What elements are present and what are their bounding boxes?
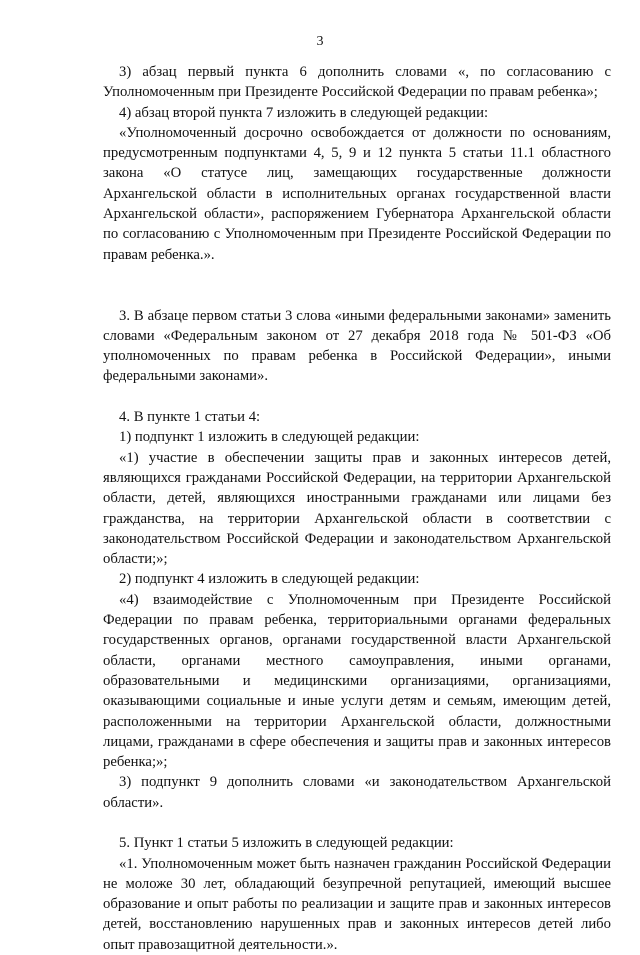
- paragraph-quote-subitem-1: «1) участие в обеспечении защиты прав и законных интересов детей, являющихся гражданами Российской Федерации, на территории Архангельской области, детей, являющихся иностранными гражданами или лицами без гражданства, на территории Архангельской области в соответствии с законодательством Российской Федерации и законодательством Архангельской области;»;: [103, 449, 611, 568]
- paragraph-gap: [103, 813, 611, 833]
- paragraph-item-3: 3) абзац первый пункта 6 дополнить словами «, по согласованию с Уполномоченным при Президенте Российской Федерации по правам ребенка»;: [103, 64, 611, 101]
- paragraph-quote-item-4: «Уполномоченный досрочно освобождается от должности по основаниям, предусмотренным подпунктами 4, 5, 9 и 12 пункта 5 статьи 11.1 областного закона «О статусе лиц, замещающих государственные должности Архангельской области в исполнительных органах государственной власти Архангельской области», распоряжением Губернатора Архангельской области по согласованию с Уполномоченным при Президенте Российской Федерации по правам ребенка.».: [103, 124, 611, 263]
- paragraph-section-4: 4. В пункте 1 статьи 4:: [119, 409, 261, 426]
- paragraph-gap: [103, 285, 611, 305]
- paragraph-section-5: 5. Пункт 1 статьи 5 изложить в следующей редакции:: [119, 835, 454, 852]
- paragraph-quote-subitem-4: «4) взаимодействие с Уполномоченным при Президенте Российской Федерации по правам ребенка, территориальными органами федеральных государственных органов, органами государственной власти Архангельской области, органами местного самоуправления, иными органами, образовательными и медицинскими организациями, организациями, оказывающими социальные и иные услуги детям и семьям, имеющим детей, расположенными на территории Архангельской области, должностными лицами, гражданами в сфере обеспечения и защиты прав и законных интересов ребенка;»;: [103, 591, 611, 771]
- paragraph-section-3: 3. В абзаце первом статьи 3 слова «иными федеральными законами» заменить словами «Федеральным законом от 27 декабря 2018 года № 501-ФЗ «Об уполномоченных по правам ребенка в Российской Федерации», иными федеральными законами».: [103, 307, 611, 385]
- paragraph-item-4: 4) абзац второй пункта 7 изложить в следующей редакции:: [119, 104, 489, 121]
- paragraph-gap: [103, 265, 611, 285]
- document-body: [103, 62, 611, 955]
- paragraph-subitem-2: 2) подпункт 4 изложить в следующей редакции:: [119, 571, 420, 588]
- paragraph-gap: [103, 387, 611, 407]
- page-number: 3: [316, 34, 324, 49]
- paragraph-quote-section-5: «1. Уполномоченным может быть назначен гражданин Российской Федерации не моложе 30 лет, обладающий безупречной репутацией, имеющий высшее образование и опыт работы по реализации и защите прав и законных интересов детей, восстановлению нарушенных прав и законных интересов детей либо опыт правозащитной деятельности.».: [103, 855, 611, 953]
- paragraph-subitem-1: 1) подпункт 1 изложить в следующей редакции:: [119, 429, 420, 446]
- paragraph-subitem-3: 3) подпункт 9 дополнить словами «и законодательством Архангельской области».: [103, 774, 611, 811]
